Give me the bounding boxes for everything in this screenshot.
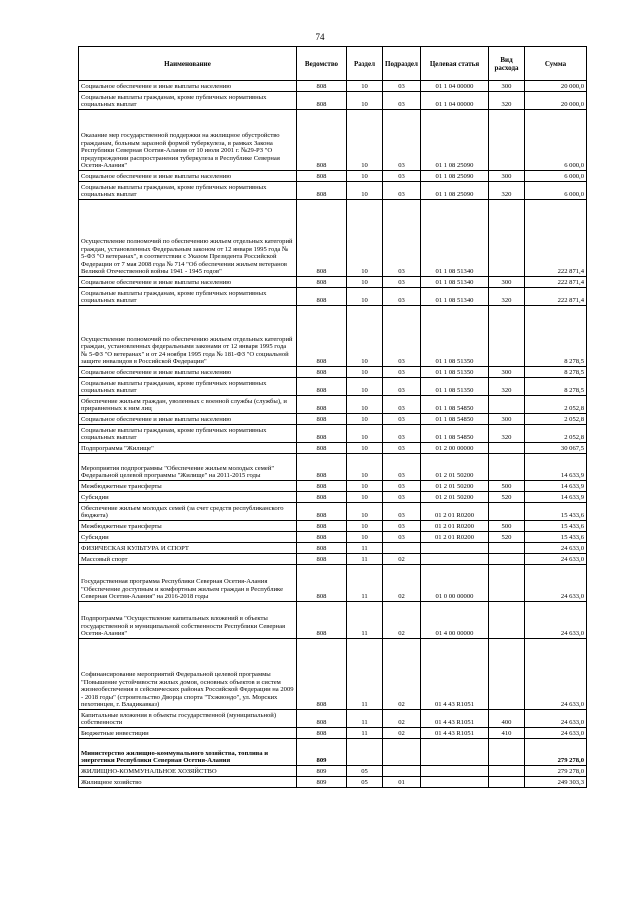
cell-target: 01 2 01 R0200 [421,503,489,521]
cell-target: 01 1 08 51350 [421,378,489,396]
table-row [79,503,587,521]
cell-subsection: 03 [383,425,421,443]
cell-dept: 808 [297,710,347,728]
cell-subsection: 03 [383,182,421,200]
table-row [79,378,587,396]
cell-type: 520 [489,492,525,503]
cell-dept: 809 [297,766,347,777]
cell-section: 11 [347,639,383,710]
cell-type: 320 [489,378,525,396]
cell-subsection: 03 [383,503,421,521]
cell-sum: 8 278,5 [525,306,587,367]
cell-type: 320 [489,92,525,110]
cell-subsection: 02 [383,639,421,710]
cell-section: 10 [347,200,383,277]
cell-name: Мероприятия подпрограммы "Обеспечение жильем молодых семей" Федеральной целевой программы "Жилище" на 2011-2015 годы [79,454,297,481]
cell-sum: 2 052,8 [525,414,587,425]
cell-subsection: 01 [383,777,421,788]
cell-name: Социальное обеспечение и иные выплаты населению [79,81,297,92]
cell-type [489,543,525,554]
cell-subsection: 03 [383,200,421,277]
cell-subsection: 03 [383,396,421,414]
cell-dept: 808 [297,521,347,532]
cell-name: Социальные выплаты гражданам, кроме публичных нормативных социальных выплат [79,182,297,200]
cell-subsection: 02 [383,710,421,728]
cell-target: 01 1 08 51340 [421,200,489,277]
header-row [79,47,587,81]
cell-name: Министерство жилищно-коммунального хозяйства, топлива и энергетики Республики Северная Осетия-Алания [79,739,297,766]
cell-target: 01 4 00 00000 [421,602,489,639]
cell-subsection: 03 [383,454,421,481]
cell-type: 300 [489,81,525,92]
cell-sum: 20 000,0 [525,81,587,92]
cell-name: Межбюджетные трансферты [79,521,297,532]
cell-sum: 24 633,0 [525,728,587,739]
cell-subsection: 03 [383,277,421,288]
cell-section: 10 [347,481,383,492]
cell-dept: 808 [297,92,347,110]
cell-sum: 24 633,0 [525,554,587,565]
table-row [79,182,587,200]
cell-type: 300 [489,414,525,425]
cell-sum: 279 278,0 [525,766,587,777]
cell-dept: 808 [297,306,347,367]
table-row [79,777,587,788]
table-row [79,277,587,288]
cell-subsection: 03 [383,110,421,171]
cell-name: Массовый спорт [79,554,297,565]
cell-target [421,739,489,766]
table-row [79,532,587,543]
cell-section: 10 [347,92,383,110]
cell-name: Подпрограмма "Жилище" [79,443,297,454]
cell-name: Софинансирование мероприятий Федеральной целевой программы "Повышение устойчивости жилых домов, основных объектов и систем жизнеобеспечения в сейсмических районах Российской Федерации на 2009 - 2018 годы" (строительство Дворца спорта "Тхэквондо", ул. Морских пехотинцев, г. Владикавказ) [79,639,297,710]
cell-dept: 809 [297,777,347,788]
cell-type [489,766,525,777]
cell-dept: 808 [297,443,347,454]
cell-dept: 808 [297,602,347,639]
cell-type [489,777,525,788]
cell-sum: 24 633,0 [525,602,587,639]
table-row [79,454,587,481]
cell-subsection: 02 [383,565,421,602]
cell-name: ФИЗИЧЕСКАЯ КУЛЬТУРА И СПОРТ [79,543,297,554]
table-row [79,602,587,639]
cell-section: 10 [347,110,383,171]
table-row [79,81,587,92]
cell-section: 11 [347,710,383,728]
cell-dept: 808 [297,182,347,200]
cell-section: 11 [347,565,383,602]
cell-target: 01 2 01 R0200 [421,521,489,532]
cell-sum: 279 278,0 [525,739,587,766]
cell-dept: 808 [297,543,347,554]
cell-section: 11 [347,554,383,565]
cell-subsection: 03 [383,521,421,532]
page-number: 74 [315,32,325,42]
cell-section: 05 [347,777,383,788]
cell-dept: 808 [297,378,347,396]
cell-target: 01 0 00 00000 [421,565,489,602]
cell-target: 01 1 08 51350 [421,306,489,367]
cell-target: 01 4 43 R1051 [421,639,489,710]
table-row [79,543,587,554]
cell-sum: 15 433,6 [525,532,587,543]
cell-dept: 808 [297,454,347,481]
cell-sum: 24 633,0 [525,710,587,728]
cell-sum: 2 052,8 [525,396,587,414]
cell-dept: 808 [297,481,347,492]
cell-target: 01 2 01 50200 [421,492,489,503]
cell-name: Социальные выплаты гражданам, кроме публичных нормативных социальных выплат [79,92,297,110]
cell-subsection: 03 [383,492,421,503]
cell-type [489,110,525,171]
cell-dept: 808 [297,414,347,425]
cell-subsection: 03 [383,171,421,182]
cell-name: Обеспечение жильем молодых семей (за счет средств республиканского бюджета) [79,503,297,521]
header-sum: Сумма [525,47,587,81]
cell-target [421,777,489,788]
cell-type: 320 [489,182,525,200]
cell-section: 10 [347,414,383,425]
cell-section: 10 [347,367,383,378]
table-row [79,396,587,414]
table-row [79,171,587,182]
cell-name: Социальное обеспечение и иные выплаты населению [79,414,297,425]
cell-type: 400 [489,710,525,728]
cell-section: 10 [347,443,383,454]
cell-subsection: 03 [383,81,421,92]
cell-subsection [383,543,421,554]
cell-section: 10 [347,81,383,92]
cell-subsection: 03 [383,378,421,396]
cell-subsection: 03 [383,443,421,454]
cell-sum: 8 278,5 [525,367,587,378]
cell-sum: 24 633,0 [525,543,587,554]
cell-name: Обеспечение жильем граждан, уволенных с военной службы (службы), и приравненных к ним лиц [79,396,297,414]
table-row [79,766,587,777]
cell-section: 10 [347,288,383,306]
cell-target: 01 2 01 50200 [421,481,489,492]
cell-target: 01 4 43 R1051 [421,728,489,739]
cell-target: 01 1 08 54850 [421,414,489,425]
cell-subsection: 03 [383,532,421,543]
cell-section: 10 [347,182,383,200]
cell-type: 320 [489,425,525,443]
cell-name: Социальные выплаты гражданам, кроме публичных нормативных социальных выплат [79,378,297,396]
cell-subsection: 03 [383,92,421,110]
cell-dept: 808 [297,565,347,602]
cell-dept: 809 [297,739,347,766]
cell-section: 10 [347,532,383,543]
cell-type: 520 [489,532,525,543]
cell-sum: 6 000,0 [525,182,587,200]
header-name: Наименование [79,47,297,81]
cell-type [489,565,525,602]
cell-sum: 222 871,4 [525,288,587,306]
header-target: Целевая статья [421,47,489,81]
cell-dept: 808 [297,532,347,543]
cell-section: 10 [347,306,383,367]
cell-type [489,503,525,521]
cell-name: Жилищное хозяйство [79,777,297,788]
cell-section: 10 [347,277,383,288]
cell-dept: 808 [297,503,347,521]
cell-target: 01 1 08 25090 [421,182,489,200]
table-row [79,306,587,367]
cell-target [421,554,489,565]
table-row [79,728,587,739]
cell-dept: 808 [297,171,347,182]
table-row [79,521,587,532]
budget-table [78,46,587,788]
cell-name: Осуществление полномочий по обеспечению жильем отдельных категорий граждан, установленных федеральными законами от 12 января 1995 года № 5-ФЗ "О ветеранах" и от 24 ноября 1995 года № 181-ФЗ "О социальной защите инвалидов в Российской Федерации" [79,306,297,367]
cell-sum: 24 633,0 [525,565,587,602]
cell-section [347,739,383,766]
cell-target: 01 1 04 00000 [421,92,489,110]
cell-target: 01 1 08 51350 [421,367,489,378]
cell-name: Капитальные вложения в объекты государственной (муниципальной) собственности [79,710,297,728]
cell-sum: 2 052,8 [525,425,587,443]
cell-type [489,396,525,414]
cell-subsection: 03 [383,288,421,306]
cell-subsection: 02 [383,728,421,739]
cell-section: 10 [347,425,383,443]
cell-subsection: 03 [383,414,421,425]
cell-sum: 15 433,6 [525,503,587,521]
cell-section: 05 [347,766,383,777]
cell-dept: 808 [297,554,347,565]
cell-type [489,739,525,766]
cell-type [489,554,525,565]
cell-sum: 24 633,0 [525,639,587,710]
table-row [79,639,587,710]
cell-dept: 808 [297,639,347,710]
cell-sum: 8 278,5 [525,378,587,396]
cell-type: 300 [489,367,525,378]
cell-target [421,766,489,777]
cell-subsection: 03 [383,306,421,367]
table-row [79,288,587,306]
cell-name: Оказание мер государственной поддержки на жилищное обустройство гражданам, больным заразной формой туберкулеза, в рамках Закона Республики Северная Осетия-Алания от 10 июля 2001 г. №29-РЗ "О предупреждении распространения туберкулеза в Республике Северная Осетия-Алания" [79,110,297,171]
cell-sum: 6 000,0 [525,171,587,182]
table-row [79,414,587,425]
cell-subsection: 02 [383,554,421,565]
cell-name: Государственная программа Республики Северная Осетия-Алания "Обеспечение доступным и комфортным жильем граждан в Республике Северная Осетия-Алания" на 2016-2018 годы [79,565,297,602]
table-row [79,481,587,492]
cell-dept: 808 [297,425,347,443]
cell-name: Социальные выплаты гражданам, кроме публичных нормативных социальных выплат [79,288,297,306]
cell-target: 01 1 04 00000 [421,81,489,92]
cell-section: 10 [347,521,383,532]
cell-dept: 808 [297,277,347,288]
table-row [79,367,587,378]
cell-name: Межбюджетные трансферты [79,481,297,492]
table-row [79,492,587,503]
cell-type [489,602,525,639]
cell-sum: 249 303,3 [525,777,587,788]
cell-subsection: 03 [383,367,421,378]
cell-type: 500 [489,521,525,532]
cell-type: 410 [489,728,525,739]
cell-type: 500 [489,481,525,492]
cell-dept: 808 [297,367,347,378]
cell-section: 11 [347,728,383,739]
cell-name: ЖИЛИЩНО-КОММУНАЛЬНОЕ ХОЗЯЙСТВО [79,766,297,777]
cell-name: Социальное обеспечение и иные выплаты населению [79,171,297,182]
cell-name: Субсидии [79,532,297,543]
header-type: Вид расхода [489,47,525,81]
cell-target: 01 1 08 54850 [421,425,489,443]
table-row [79,443,587,454]
cell-name: Социальное обеспечение и иные выплаты населению [79,277,297,288]
table-row [79,565,587,602]
cell-type [489,306,525,367]
cell-sum: 222 871,4 [525,277,587,288]
cell-target: 01 2 00 00000 [421,443,489,454]
cell-subsection: 02 [383,602,421,639]
cell-section: 10 [347,503,383,521]
cell-section: 10 [347,171,383,182]
cell-sum: 15 433,6 [525,521,587,532]
table-row [79,554,587,565]
cell-name: Осуществление полномочий по обеспечению жильем отдельных категорий граждан, установленных Федеральным законом от 12 января 1995 года № 5-ФЗ "О ветеранах", в соответствии с Указом Президента Российской Федерации от 7 мая 2008 года № 714 "Об обеспечении жильем ветеранов Великой Отечественной войны 1941 - 1945 годов" [79,200,297,277]
cell-type [489,639,525,710]
cell-type: 300 [489,171,525,182]
cell-section: 10 [347,454,383,481]
cell-sum: 14 633,9 [525,492,587,503]
cell-sum: 30 067,5 [525,443,587,454]
table-row [79,200,587,277]
table-row [79,110,587,171]
cell-target: 01 1 08 51340 [421,288,489,306]
cell-target: 01 2 01 50200 [421,454,489,481]
cell-dept: 808 [297,110,347,171]
cell-target [421,543,489,554]
cell-sum: 6 000,0 [525,110,587,171]
cell-sum: 14 633,9 [525,454,587,481]
cell-subsection [383,739,421,766]
header-subsection: Подраздел [383,47,421,81]
cell-type [489,200,525,277]
cell-name: Подпрограмма "Осуществление капитальных вложений в объекты государственной и муниципальной собственности Республики Северная Осетия-Алания" [79,602,297,639]
cell-subsection [383,766,421,777]
table-row [79,425,587,443]
cell-target: 01 4 43 R1051 [421,710,489,728]
cell-section: 11 [347,543,383,554]
cell-dept: 808 [297,81,347,92]
cell-target: 01 1 08 25090 [421,171,489,182]
header-dept: Ведомство [297,47,347,81]
cell-dept: 808 [297,728,347,739]
cell-name: Субсидии [79,492,297,503]
cell-section: 10 [347,492,383,503]
cell-dept: 808 [297,288,347,306]
cell-target: 01 1 08 51340 [421,277,489,288]
cell-dept: 808 [297,396,347,414]
cell-target: 01 2 01 R0200 [421,532,489,543]
table-row [79,710,587,728]
table-row [79,739,587,766]
cell-sum: 20 000,0 [525,92,587,110]
header-section: Раздел [347,47,383,81]
cell-type [489,443,525,454]
cell-sum: 14 633,9 [525,481,587,492]
cell-section: 10 [347,396,383,414]
cell-type: 320 [489,288,525,306]
cell-subsection: 03 [383,481,421,492]
cell-sum: 222 871,4 [525,200,587,277]
cell-type [489,454,525,481]
cell-section: 10 [347,378,383,396]
cell-name: Бюджетные инвестиции [79,728,297,739]
cell-name: Социальные выплаты гражданам, кроме публичных нормативных социальных выплат [79,425,297,443]
cell-type: 300 [489,277,525,288]
cell-dept: 808 [297,492,347,503]
cell-target: 01 1 08 25090 [421,110,489,171]
table-row [79,92,587,110]
cell-dept: 808 [297,200,347,277]
cell-name: Социальное обеспечение и иные выплаты населению [79,367,297,378]
cell-target: 01 1 08 54850 [421,396,489,414]
cell-section: 11 [347,602,383,639]
